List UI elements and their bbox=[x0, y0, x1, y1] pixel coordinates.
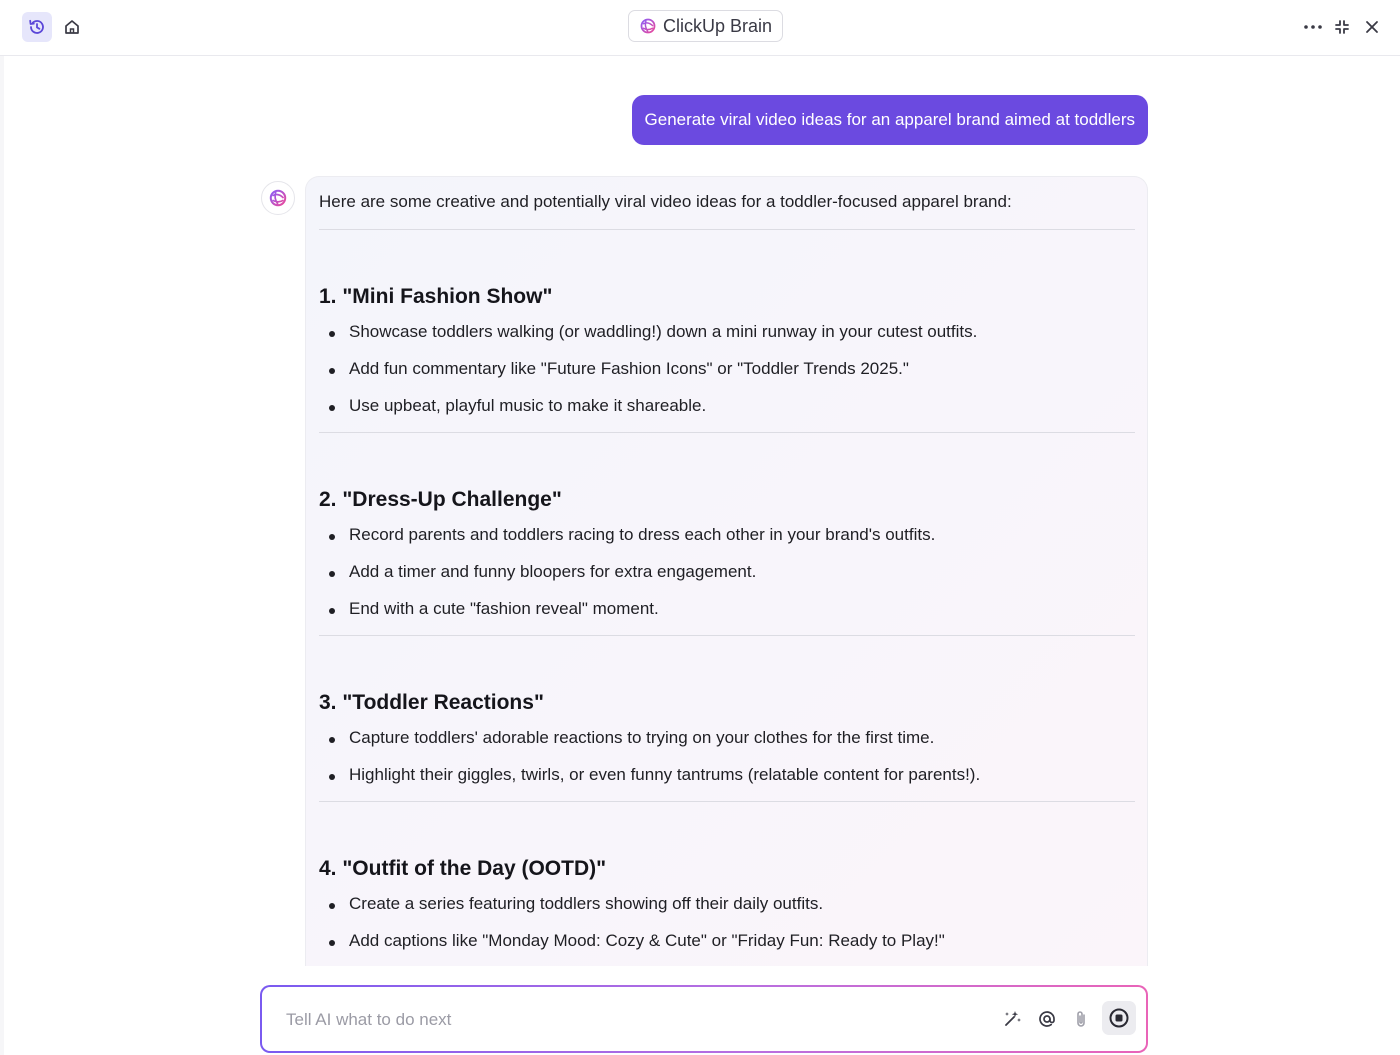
history-button[interactable] bbox=[22, 12, 52, 42]
section-title: 2. "Dress-Up Challenge" bbox=[319, 488, 562, 511]
ai-response-card bbox=[305, 176, 1148, 966]
home-button[interactable] bbox=[57, 12, 87, 42]
list-item: Capture toddlers' adorable reactions to trying on your clothes for the first time. bbox=[349, 728, 935, 747]
mention-button[interactable] bbox=[1033, 1005, 1061, 1033]
close-button[interactable] bbox=[1357, 12, 1387, 42]
top-bar bbox=[0, 0, 1400, 56]
app-title: ClickUp Brain bbox=[663, 15, 773, 36]
section-title: 4. "Outfit of the Day (OOTD)" bbox=[319, 857, 607, 880]
attach-button[interactable] bbox=[1067, 1005, 1095, 1033]
user-message-bubble: Generate viral video ideas for an apparel brand aimed at toddlers bbox=[632, 95, 1148, 145]
composer bbox=[260, 985, 1148, 1053]
list-item: Use upbeat, playful music to make it shareable. bbox=[349, 396, 707, 415]
prompt-input[interactable] bbox=[284, 999, 968, 1041]
paperclip-icon bbox=[1072, 1009, 1090, 1029]
app-title-pill[interactable] bbox=[628, 10, 783, 42]
list-item: Record parents and toddlers racing to dress each other in your brand's outfits. bbox=[349, 525, 936, 544]
sparkle-wand-icon bbox=[1002, 1009, 1022, 1029]
history-icon bbox=[27, 17, 47, 37]
divider bbox=[319, 635, 1135, 636]
close-icon bbox=[1364, 19, 1380, 35]
list-item: Add a timer and funny bloopers for extra engagement. bbox=[349, 562, 757, 581]
list-item: Add fun commentary like "Future Fashion Icons" or "Toddler Trends 2025." bbox=[349, 359, 909, 378]
list-item: End with a cute "fashion reveal" moment. bbox=[349, 599, 659, 618]
list-item: Showcase toddlers walking (or waddling!) down a mini runway in your cutest outfits. bbox=[349, 322, 978, 341]
at-mention-icon bbox=[1037, 1009, 1057, 1029]
more-options-button[interactable] bbox=[1298, 12, 1328, 42]
stop-icon bbox=[1108, 1007, 1130, 1029]
ai-tools-button[interactable] bbox=[998, 1005, 1026, 1033]
list-item: Create a series featuring toddlers showing off their daily outfits. bbox=[349, 894, 824, 913]
section-title: 3. "Toddler Reactions" bbox=[319, 691, 544, 714]
collapse-icon bbox=[1334, 19, 1350, 35]
clickup-brain-icon bbox=[268, 188, 288, 208]
divider bbox=[319, 229, 1135, 230]
stop-button[interactable] bbox=[1102, 1001, 1136, 1035]
section-title: 1. "Mini Fashion Show" bbox=[319, 285, 553, 308]
composer-inner bbox=[262, 987, 1146, 1051]
ai-response-intro: Here are some creative and potentially viral video ideas for a toddler-focused apparel brand: bbox=[319, 192, 1012, 211]
left-edge-shadow bbox=[0, 56, 4, 1055]
divider bbox=[319, 432, 1135, 433]
clickup-brain-icon bbox=[639, 17, 657, 35]
home-icon bbox=[63, 18, 81, 36]
more-icon bbox=[1303, 24, 1323, 30]
collapse-button[interactable] bbox=[1327, 12, 1357, 42]
ai-avatar bbox=[261, 181, 295, 215]
list-item: Highlight their giggles, twirls, or even funny tantrums (relatable content for parents!). bbox=[349, 765, 981, 784]
divider bbox=[319, 801, 1135, 802]
list-item: Add captions like "Monday Mood: Cozy & Cute" or "Friday Fun: Ready to Play!" bbox=[349, 931, 945, 950]
